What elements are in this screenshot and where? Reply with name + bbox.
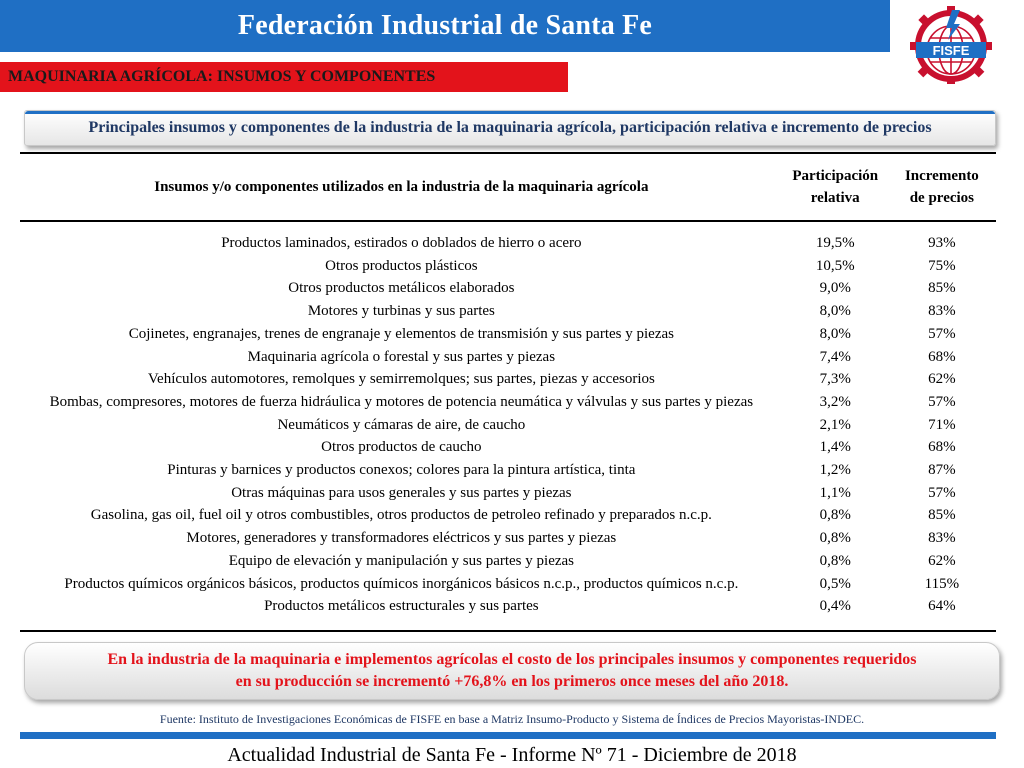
cell-participacion: 8,0% <box>819 303 851 320</box>
cell-incremento: 75% <box>928 257 956 274</box>
cell-incremento: 83% <box>928 303 956 320</box>
spacer-cell <box>888 221 996 232</box>
header-incremento-line2: de precios <box>909 190 975 206</box>
table-row <box>20 368 996 391</box>
table-row <box>20 346 996 369</box>
table-row <box>20 595 996 631</box>
cell-insumo: Otros productos metálicos elaborados <box>288 280 515 297</box>
cell-insumo: Otros productos de caucho <box>321 439 482 456</box>
source-note: Fuente: Instituto de Investigaciones Económicas de FISFE en base a Matriz Insumo-Producto y Sistema de Índices de Precios Mayoristas-INDEC. <box>159 712 865 726</box>
cell-incremento: 57% <box>928 393 956 410</box>
cell-insumo: Productos químicos orgánicos básicos, productos químicos inorgánicos básicos n.c.p., productos químicos n.c.p. <box>64 575 739 592</box>
cell-incremento: 62% <box>928 371 956 388</box>
table-row <box>20 414 996 437</box>
cell-participacion: 1,1% <box>819 484 851 501</box>
highlight-note <box>24 642 1000 700</box>
cell-incremento: 87% <box>928 462 956 479</box>
cell-insumo: Gasolina, gas oil, fuel oil y otros combustibles, otros productos de petroleo refinado y preparados n.c.p. <box>90 507 712 524</box>
cell-participacion: 1,4% <box>819 439 851 456</box>
table-row <box>20 300 996 323</box>
table-row <box>20 504 996 527</box>
table-header-row <box>20 153 996 221</box>
header-participacion <box>783 153 888 221</box>
cell-insumo: Bombas, compresores, motores de fuerza hidráulica y motores de potencia neumática y válvulas y sus partes y piezas <box>49 393 754 410</box>
inputs-table <box>20 152 996 632</box>
cell-incremento: 68% <box>928 439 956 456</box>
cell-participacion: 0,8% <box>819 552 851 569</box>
cell-incremento: 83% <box>928 530 956 547</box>
cell-participacion: 9,0% <box>819 280 851 297</box>
note-line-1: En la industria de la maquinaria e implementos agrícolas el costo de los principales insumos y componentes requeridos <box>107 651 917 668</box>
table-spacer <box>20 221 996 232</box>
cell-insumo: Otras máquinas para usos generales y sus partes y piezas <box>231 484 572 501</box>
cell-participacion: 10,5% <box>815 257 855 274</box>
cell-insumo: Motores y turbinas y sus partes <box>307 303 495 320</box>
cell-participacion: 1,2% <box>819 462 851 479</box>
table-row <box>20 550 996 573</box>
cell-incremento: 64% <box>888 595 996 631</box>
table-row <box>20 527 996 550</box>
cell-participacion: 0,8% <box>819 530 851 547</box>
table-row <box>20 232 996 255</box>
page-title: Federación Industrial de Santa Fe <box>237 10 653 41</box>
cell-incremento: 57% <box>928 325 956 342</box>
cell-participacion: 3,2% <box>819 393 851 410</box>
subtitle-box <box>24 110 996 146</box>
cell-insumo: Maquinaria agrícola o forestal y sus partes y piezas <box>247 348 556 365</box>
footer-divider <box>20 732 996 739</box>
spacer-cell <box>783 221 888 232</box>
cell-incremento: 85% <box>928 280 956 297</box>
cell-insumo: Pinturas y barnices y productos conexos; colores para la pintura artística, tinta <box>167 462 636 479</box>
cell-participacion: 7,3% <box>819 371 851 388</box>
cell-insumo: Vehículos automotores, remolques y semirremolques; sus partes, piezas y accesorios <box>147 371 655 388</box>
table-row <box>20 323 996 346</box>
header-incremento-line1: Incremento <box>904 168 979 184</box>
table-row <box>20 255 996 278</box>
subtitle-accent <box>25 111 995 114</box>
cell-incremento: 68% <box>928 348 956 365</box>
cell-incremento: 115% <box>924 575 960 592</box>
table-subtitle: Principales insumos y componentes de la industria de la maquinaria agrícola, participación relativa e incremento de precios <box>88 119 932 136</box>
table-row <box>20 573 996 596</box>
logo-text: FISFE <box>932 43 970 58</box>
cell-participacion: 0,8% <box>819 507 851 524</box>
header-insumos: Insumos y/o componentes utilizados en la industria de la maquinaria agrícola <box>20 153 783 221</box>
cell-insumo: Motores, generadores y transformadores eléctricos y sus partes y piezas <box>186 530 617 547</box>
table-row <box>20 459 996 482</box>
table-row <box>20 391 996 414</box>
cell-insumo: Otros productos plásticos <box>325 257 478 274</box>
cell-participacion: 0,4% <box>783 595 888 631</box>
table-row <box>20 436 996 459</box>
cell-participacion: 8,0% <box>819 325 851 342</box>
table-body <box>20 221 996 631</box>
cell-insumo: Equipo de elevación y manipulación y sus partes y piezas <box>228 552 575 569</box>
spacer-cell <box>20 221 783 232</box>
note-line-2: en su producción se incrementó +76,8% en los primeros once meses del año 2018. <box>235 673 789 690</box>
fisfe-logo-icon <box>908 4 994 84</box>
cell-insumo: Productos laminados, estirados o doblados de hierro o acero <box>221 235 582 251</box>
header-participacion-line2: relativa <box>810 190 860 206</box>
cell-insumo: Neumáticos y cámaras de aire, de caucho <box>277 416 526 433</box>
header-incremento <box>888 153 996 221</box>
cell-incremento: 93% <box>928 235 956 251</box>
data-table <box>20 152 996 632</box>
cell-incremento: 71% <box>928 416 956 433</box>
header-participacion-line1: Participación <box>792 168 879 184</box>
cell-insumo: Cojinetes, engranajes, trenes de engranaje y elementos de transmisión y sus partes y piezas <box>128 325 674 342</box>
cell-participacion: 2,1% <box>819 416 851 433</box>
cell-insumo: Productos metálicos estructurales y sus partes <box>20 595 783 631</box>
cell-participacion: 19,5% <box>815 235 855 251</box>
cell-incremento: 85% <box>928 507 956 524</box>
cell-incremento: 57% <box>928 484 956 501</box>
table-row <box>20 277 996 300</box>
footer-text: Actualidad Industrial de Santa Fe - Informe Nº 71 - Diciembre de 2018 <box>227 744 797 766</box>
section-title: MAQUINARIA AGRÍCOLA: INSUMOS Y COMPONENTES <box>8 68 436 85</box>
cell-participacion: 0,5% <box>819 575 851 592</box>
cell-participacion: 7,4% <box>819 348 851 365</box>
cell-incremento: 62% <box>928 552 956 569</box>
table-row <box>20 482 996 505</box>
